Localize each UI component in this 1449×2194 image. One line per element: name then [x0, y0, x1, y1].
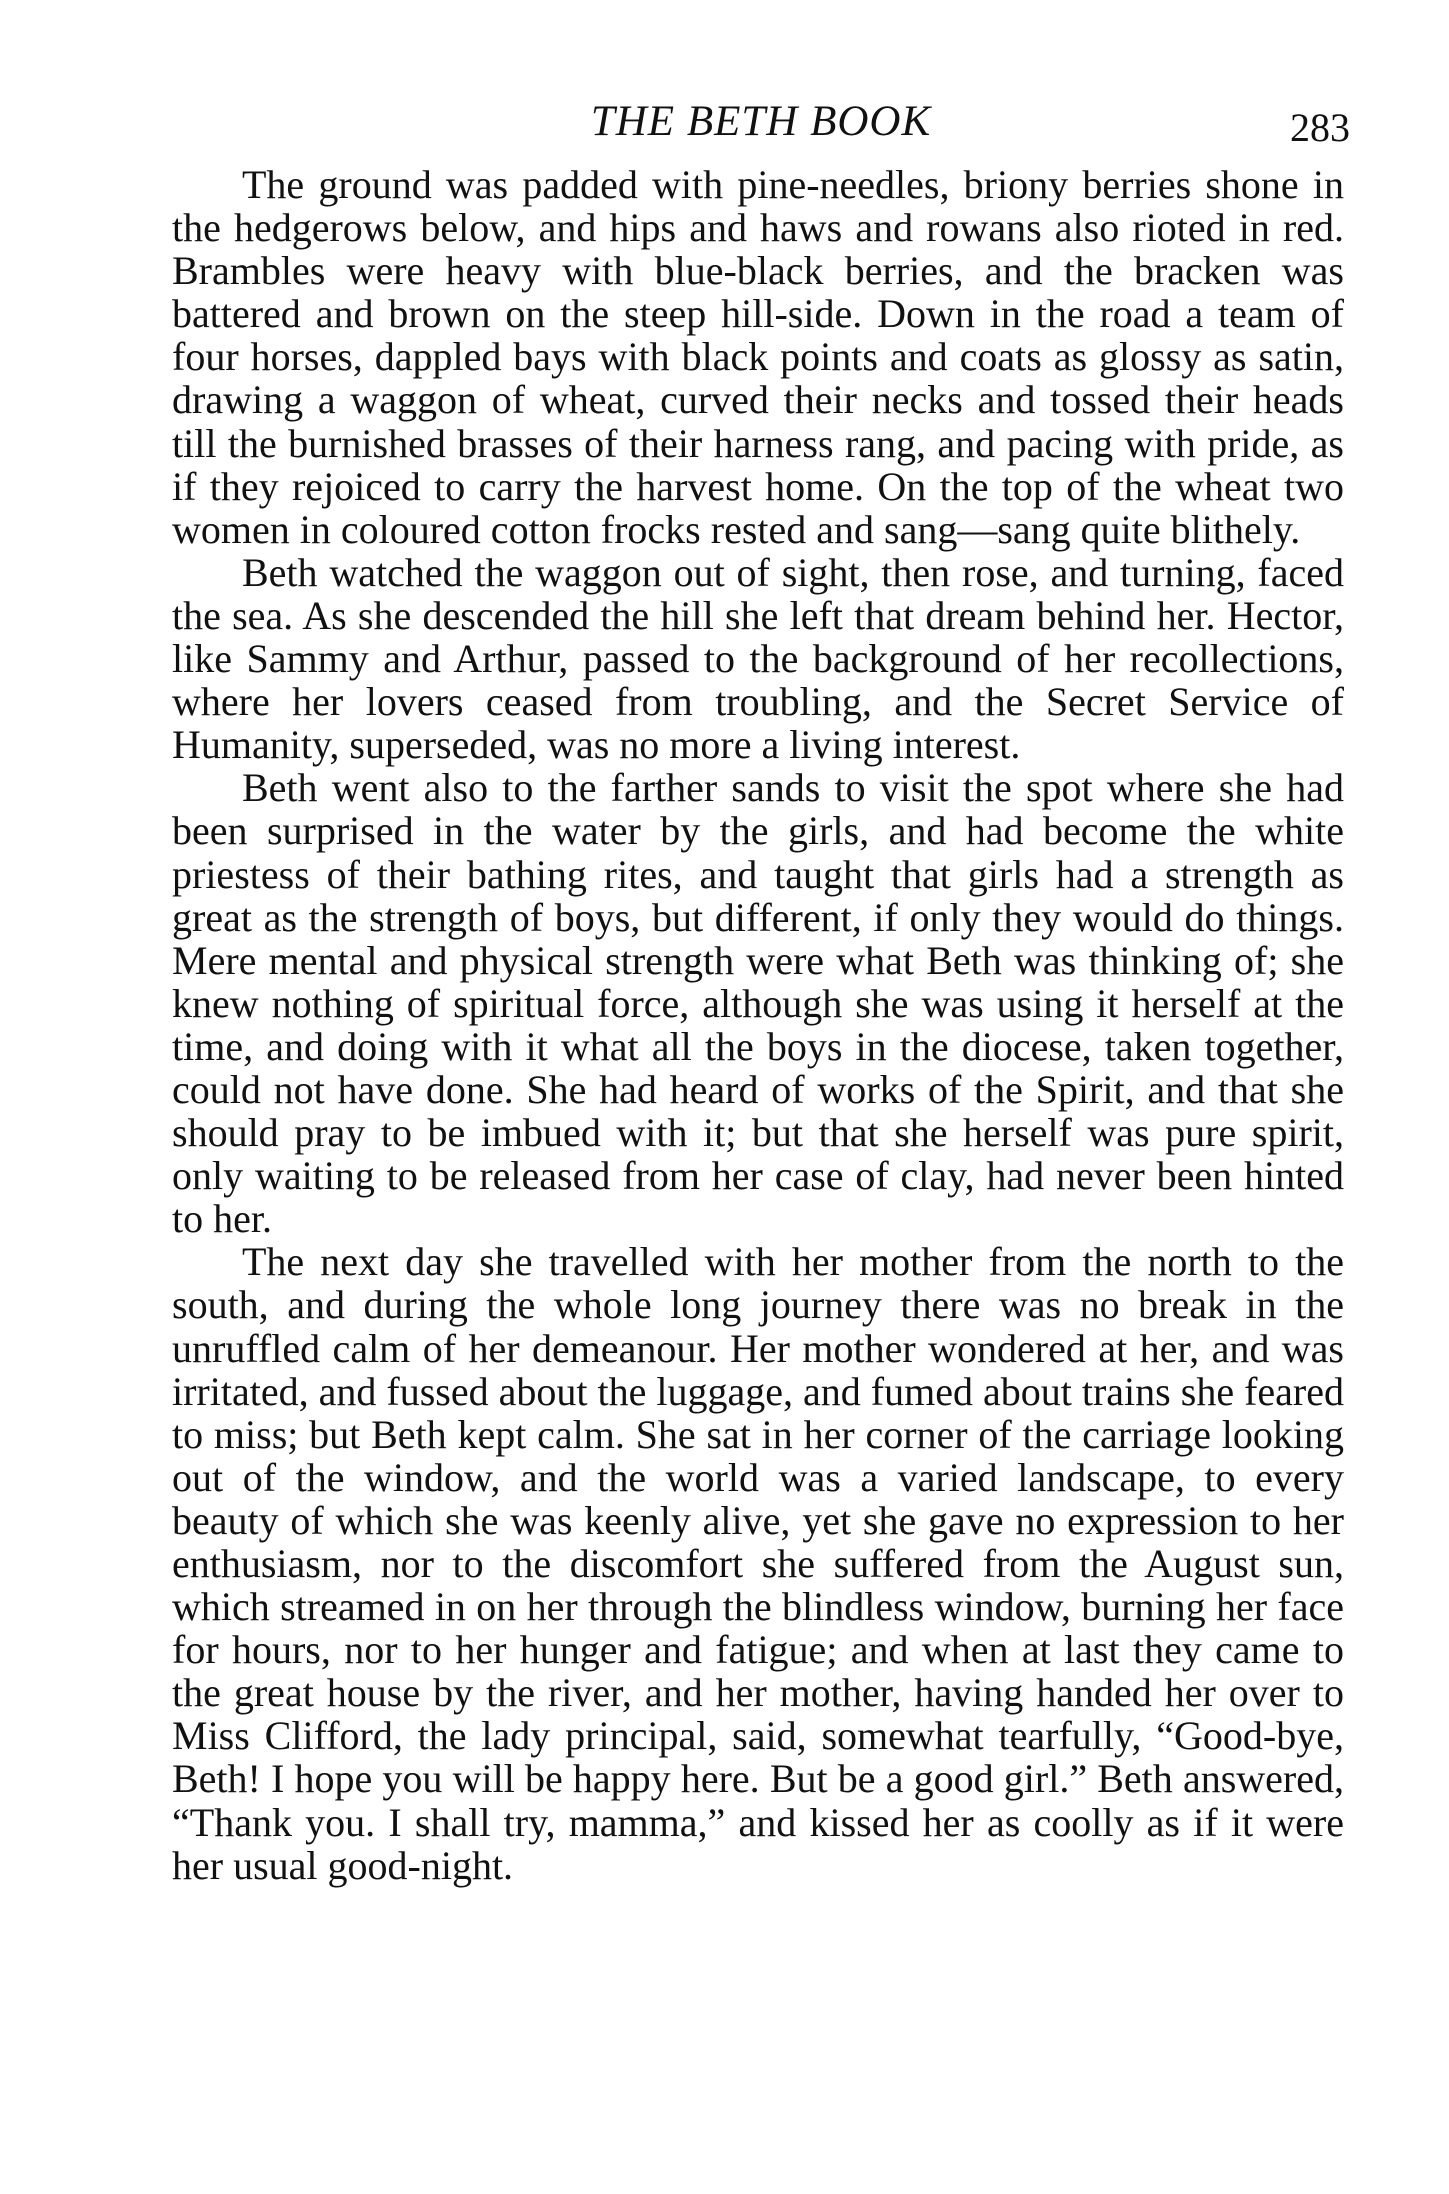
running-head — [172, 92, 1350, 152]
page-number: 283 — [1290, 105, 1350, 150]
paragraph-3: Beth went also to the farther sands to visit the spot where she had been surprised in the water by the girls, and had become the white priestess of their bathing rites, and taught that girls had a strength as great as the strength of boys, but different, if only they would do things. Mere mental and physical strength were what Beth was thinking of; she knew nothing of spiritual force, although she was using it herself at the time, and doing with it what all the boys in the diocese, taken together, could not have done. She had heard of works of the Spirit, and that she should pray to be imbued with it; but that she herself was pure spirit, only waiting to be released from her case of clay, had never been hinted to her. — [172, 765, 1344, 1242]
paragraph-4: The next day she travelled with her mother from the north to the south, and during the whole long journey there was no break in the unruffled calm of her demeanour. Her mother wondered at her, and was irritated, and fussed about the luggage, and fumed about trains she feared to miss; but Beth kept calm. She sat in her corner of the carriage looking out of the window, and the world was a varied landscape, to every beauty of which she was keenly alive, yet she gave no expression to her enthusiasm, nor to the discomfort she suffered from the August sun, which streamed in on her through the blindless window, burning her face for hours, nor to her hunger and fatigue; and when at last they came to the great house by the river, and her mother, having handed her over to Miss Clifford, the lady principal, said, somewhat tearfully, “Good-bye, Beth! I hope you will be happy here. But be a good girl.” Beth answered, “Thank you. I shall try, mamma,” and kissed her as coolly as if it were her usual good-night. — [172, 1239, 1344, 1888]
body-text — [172, 163, 1344, 1887]
running-title: THE BETH BOOK — [590, 98, 932, 145]
paragraph-1: The ground was padded with pine-needles, briony berries shone in the hedgerows below, and hips and haws and rowans also rioted in red. Brambles were heavy with blue-black berries, and the bracken was battered and brown on the steep hill-side. Down in the road a team of four horses, dappled bays with black points and coats as glossy as satin, drawing a waggon of wheat, curved their necks and tossed their heads till the burnished brasses of their harness rang, and pacing with pride, as if they rejoiced to carry the harvest home. On the top of the wheat two women in coloured cotton frocks rested and sang—sang quite blithely. — [172, 162, 1344, 552]
paragraph-2: Beth watched the waggon out of sight, then rose, and turning, faced the sea. As she descended the hill she left that dream behind her. Hector, like Sammy and Arthur, passed to the background of her recollections, where her lovers ceased from troubling, and the Secret Service of Humanity, superseded, was no more a living interest. — [172, 549, 1344, 768]
